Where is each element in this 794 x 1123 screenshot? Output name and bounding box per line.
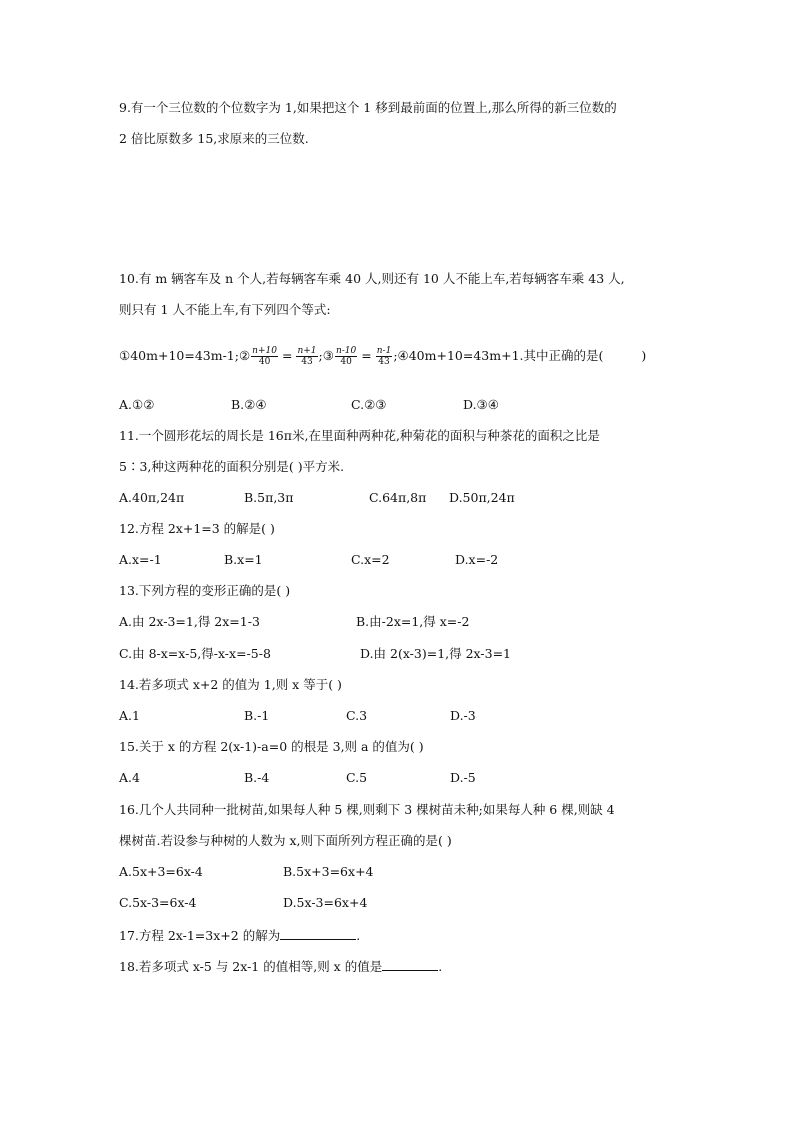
q14-option-c: C.3 [346,708,368,723]
q12-option-a: A.x=-1 [119,552,162,567]
fraction-3: $\frac{n-10}{40}$ [335,346,357,367]
q11-option-a: A.40π,24π [119,490,185,505]
answer-blank-18 [382,958,438,971]
question-9-line-1: 9.有一个三位数的个位数字为 1,如果把这个 1 移到最前面的位置上,那么所得的新三位数的 [119,100,617,115]
q14-option-b: B.-1 [244,708,270,723]
q16-option-b: B.5x+3=6x+4 [283,864,374,879]
question-11-line-1: 11.一个圆形花坛的周长是 16π米,在里面种两种花,种菊花的面积与种茶花的面积之比是 [119,428,600,443]
question-12: 12.方程 2x+1=3 的解是( ) [119,521,275,536]
q15-option-b: B.-4 [244,770,270,785]
q15-option-a: A.4 [119,770,140,785]
fraction-1: $\frac{n+10}{40}$ [252,346,277,367]
question-18: 18.若多项式 x-5 与 2x-1 的值相等,则 x 的值是 . [119,959,443,974]
q10-option-a: A.①② [119,397,155,412]
question-10-equations: ①40m+10=43m-1;② $\frac{n+10}{40}$ = $\frac{n+1}{43}$ ;③ $\frac{n-10}{40}$ = $\frac{n-1}{43}$ ;④40m+10=43m+1.其中正确的是( ) [119,346,647,367]
q16-option-d: D.5x-3=6x+4 [283,895,368,910]
q11-option-d: D.50π,24π [449,490,515,505]
q12-option-d: D.x=-2 [455,552,499,567]
q13-option-c: C.由 8-x=x-5,得-x-x=-5-8 [119,646,271,661]
q13-option-a: A.由 2x-3=1,得 2x=1-3 [119,614,260,629]
fraction-2: $\frac{n+1}{43}$ [297,346,317,367]
question-10-line-2: 则只有 1 人不能上车,有下列四个等式: [119,302,331,317]
q10-option-c: C.②③ [351,397,387,412]
question-10-line-1: 10.有 m 辆客车及 n 个人,若每辆客车乘 40 人,则还有 10 人不能上车,若每辆客车乘 43 人, [119,271,625,286]
q11-option-b: B.5π,3π [244,490,294,505]
q14-option-d: D.-3 [450,708,476,723]
fraction-4: $\frac{n-1}{43}$ [376,346,392,367]
q15-option-c: C.5 [346,770,368,785]
question-17-text: 17.方程 2x-1=3x+2 的解为 [119,928,281,943]
q13-option-d: D.由 2(x-3)=1,得 2x-3=1 [360,646,511,661]
question-9-line-2: 2 倍比原数多 15,求原来的三位数. [119,131,309,146]
q12-option-c: C.x=2 [351,552,390,567]
q14-option-a: A.1 [119,708,140,723]
q10-option-d: D.③④ [463,397,499,412]
question-13: 13.下列方程的变形正确的是( ) [119,583,291,598]
answer-blank-17 [280,927,356,940]
q16-option-a: A.5x+3=6x-4 [119,864,203,879]
q13-option-b: B.由-2x=1,得 x=-2 [356,614,470,629]
question-14: 14.若多项式 x+2 的值为 1,则 x 等于( ) [119,677,342,692]
question-15: 15.关于 x 的方程 2(x-1)-a=0 的根是 3,则 a 的值为( ) [119,739,424,754]
question-18-text: 18.若多项式 x-5 与 2x-1 的值相等,则 x 的值是 [119,959,383,974]
q15-option-d: D.-5 [450,770,476,785]
equation-4-text: ;④40m+10=43m+1.其中正确的是( [393,348,604,363]
question-16-line-2: 棵树苗.若设参与种树的人数为 x,则下面所列方程正确的是( ) [119,833,452,848]
q10-option-b: B.②④ [231,397,267,412]
equation-1-text: ①40m+10=43m-1;② [119,348,251,363]
question-11-line-2: 5∶3,种这两种花的面积分别是( )平方米. [119,459,345,474]
question-16-line-1: 16.几个人共同种一批树苗,如果每人种 5 棵,则剩下 3 棵树苗未种;如果每人种 6 棵,则缺 4 [119,802,615,817]
q12-option-b: B.x=1 [224,552,263,567]
q16-option-c: C.5x-3=6x-4 [119,895,197,910]
question-17: 17.方程 2x-1=3x+2 的解为 . [119,928,361,943]
q11-option-c: C.64π,8π [369,490,427,505]
